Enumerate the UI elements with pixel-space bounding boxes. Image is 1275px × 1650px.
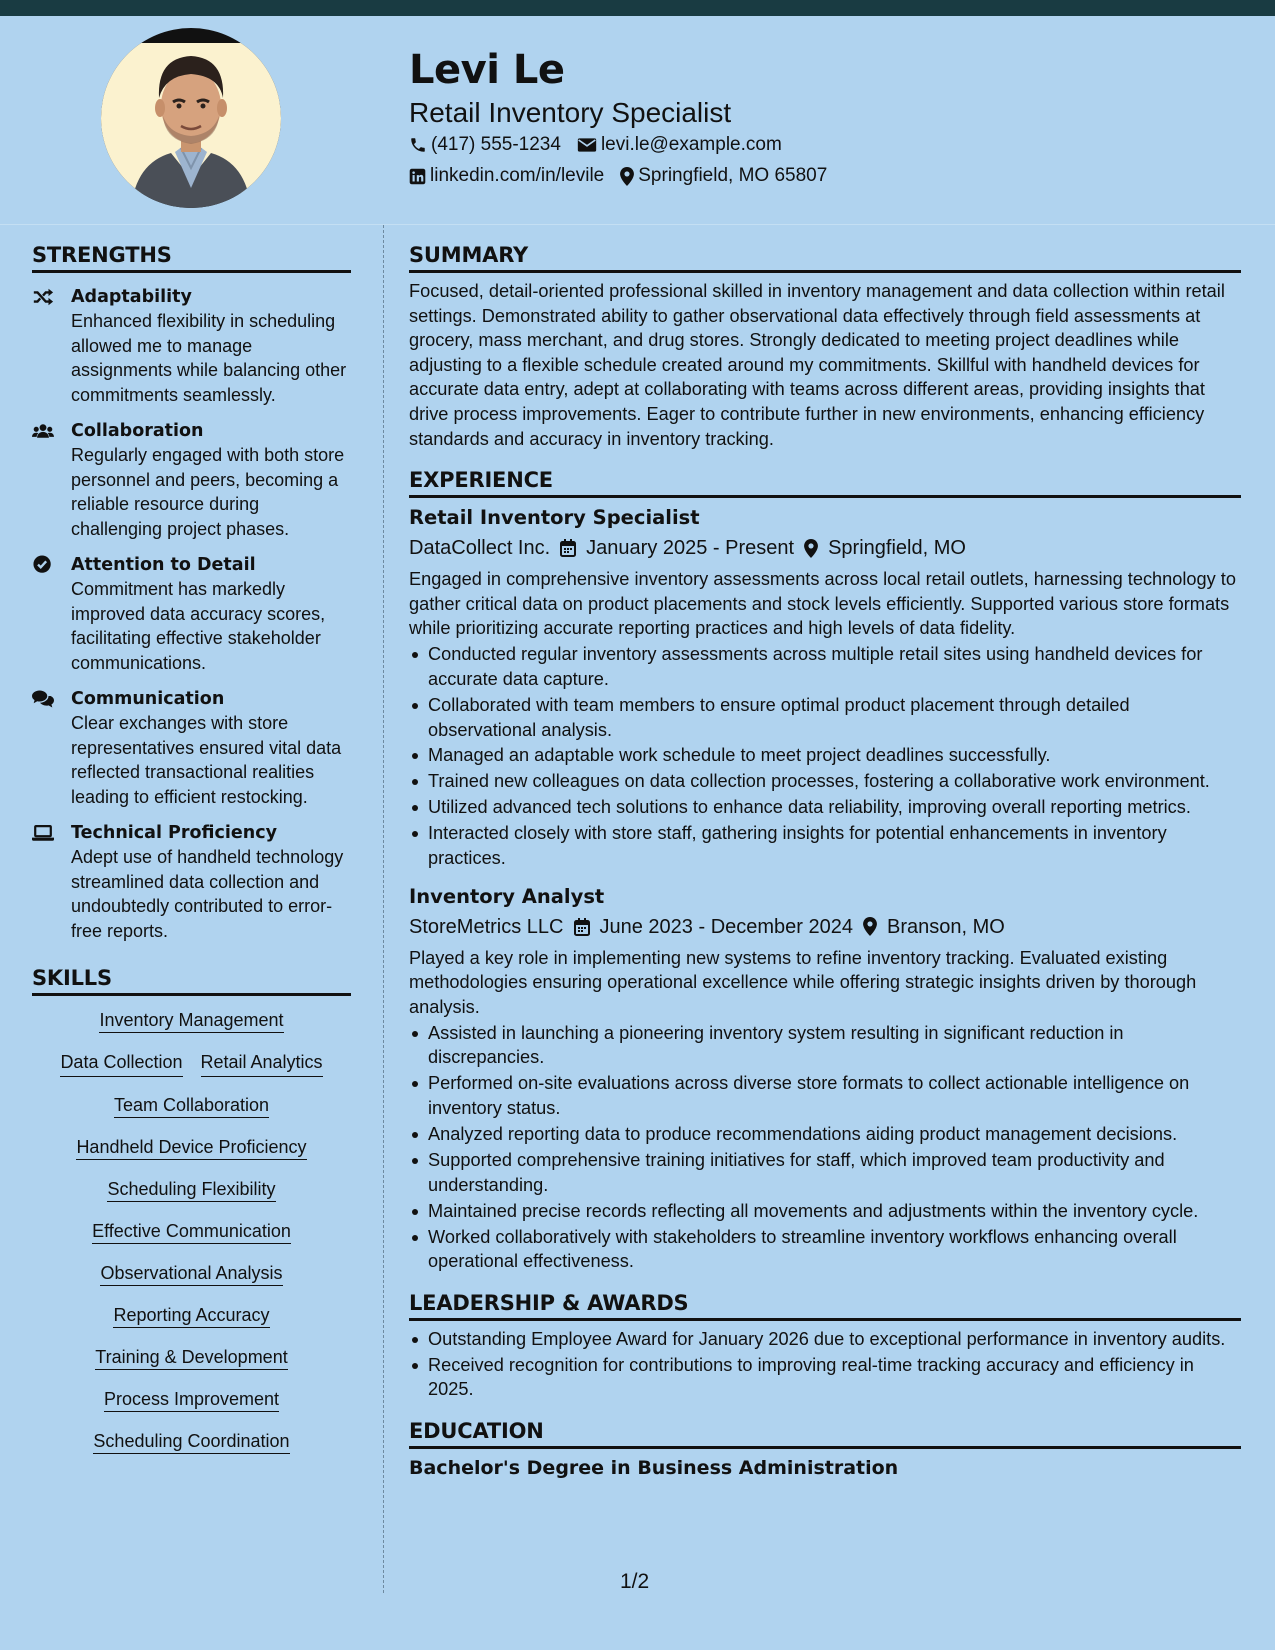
shuffle-icon — [32, 287, 54, 307]
awards-heading: LEADERSHIP & AWARDS — [409, 1288, 1241, 1321]
job-description: Played a key role in implementing new systems to refine inventory tracking. Evaluated existing methodologies ensuring operational excellence while offering strategic insights driven by thorough analysis. — [409, 947, 1197, 1017]
strength-description: Commitment has markedly improved data accuracy scores, facilitating effective stakeholder communications. — [71, 579, 326, 673]
users-icon — [32, 421, 54, 441]
job-bullet: Conducted regular inventory assessments across multiple retail sites using handheld devices for accurate data capture. — [409, 642, 1241, 691]
strength-title: Collaboration — [71, 421, 204, 441]
skill-tag: Training & Development — [95, 1347, 287, 1370]
job-dates: January 2025 - Present — [586, 537, 795, 560]
calendar-icon — [560, 539, 576, 557]
skill-tag: Inventory Management — [99, 1010, 283, 1033]
skill-row — [32, 1093, 351, 1119]
strength-item — [32, 553, 351, 675]
job-bullets — [409, 1021, 1241, 1274]
job-dates: June 2023 - December 2024 — [599, 915, 853, 938]
skills-heading: SKILLS — [32, 963, 351, 996]
right-column — [409, 240, 1241, 1481]
strength-title: Communication — [71, 689, 225, 709]
job-location: Branson, MO — [887, 915, 1005, 938]
map-pin-icon — [863, 917, 877, 936]
summary-text: Focused, detail-oriented professional skilled in inventory management and data collection within retail settings. Demonstrated ability to gather observational data effectively through field assessments at grocery, mass merchant, and drug stores. Strongly dedicated to meeting project deadlines while adjusting to a flexible schedule created around my commitments. Skillful with handheld devices for accurate data entry, adept at collaborating with teams across different areas, providing insights that drive process improvements. Eager to contribute further in new environments, enhancing efficiency standards and accuracy in inventory tracking. — [409, 281, 1225, 449]
job-bullet: Worked collaboratively with stakeholders to streamline inventory workflows enhancing overall operational effectiveness. — [409, 1225, 1241, 1274]
phone-text: (417) 555-1234 — [431, 134, 561, 155]
strength-description: Clear exchanges with store representatives ensured vital data reflected transactional realities leading to efficient restocking. — [71, 713, 342, 807]
job-title: Inventory Analyst — [409, 884, 605, 908]
map-pin-icon — [620, 167, 634, 186]
job-meta — [409, 532, 1241, 564]
strengths-heading: STRENGTHS — [32, 240, 351, 273]
header-divider — [0, 224, 1275, 225]
linkedin-contact[interactable] — [409, 165, 604, 187]
skill-row — [32, 1008, 351, 1034]
skill-tag: Team Collaboration — [114, 1095, 269, 1118]
job-company: StoreMetrics LLC — [409, 915, 564, 938]
skill-tag: Reporting Accuracy — [113, 1305, 269, 1328]
skill-tag: Scheduling Flexibility — [107, 1179, 275, 1202]
job-bullet: Collaborated with team members to ensure optimal product placement through detailed observational analysis. — [409, 693, 1241, 742]
portrait-illustration — [101, 28, 281, 208]
job-bullet: Trained new colleagues on data collection processes, fostering a collaborative work environment. — [409, 769, 1241, 794]
award-item: Outstanding Employee Award for January 2026 due to exceptional performance in inventory audits. — [409, 1327, 1241, 1352]
skill-row — [32, 1429, 351, 1455]
job-location: Springfield, MO — [828, 537, 966, 560]
skill-row — [32, 1261, 351, 1287]
strength-item — [32, 687, 351, 809]
location-text: Springfield, MO 65807 — [638, 165, 828, 186]
skill-tag: Data Collection — [60, 1050, 182, 1077]
phone-contact[interactable] — [409, 134, 561, 156]
strength-item — [32, 821, 351, 943]
skill-row — [32, 1345, 351, 1371]
job-bullet: Assisted in launching a pioneering inventory system resulting in significant reduction in discrepancies. — [409, 1021, 1241, 1070]
job-entry — [409, 883, 1241, 1274]
skill-row — [32, 1219, 351, 1245]
strength-description: Adept use of handheld technology streamlined data collection and undoubtedly contributed to error-free reports. — [71, 847, 344, 941]
strength-title: Attention to Detail — [71, 555, 256, 575]
skill-row — [32, 1177, 351, 1203]
skill-tag: Handheld Device Proficiency — [76, 1137, 306, 1160]
job-bullet: Performed on-site evaluations across diverse store formats to collect actionable intelligence on inventory status. — [409, 1071, 1241, 1120]
resume-header — [409, 44, 1239, 186]
awards-list — [409, 1327, 1241, 1402]
job-description: Engaged in comprehensive inventory assessments across local retail outlets, harnessing technology to gather critical data on product placements and stock levels efficiently. Supported various store formats while prioritizing accurate reporting practices and high levels of data fidelity. — [409, 569, 1236, 639]
job-bullet: Interacted closely with store staff, gathering insights for potential enhancements in inventory practices. — [409, 821, 1241, 870]
skill-row — [32, 1303, 351, 1329]
email-text: levi.le@example.com — [600, 134, 782, 155]
skill-tag: Process Improvement — [104, 1389, 279, 1412]
check-circle-icon — [32, 555, 54, 575]
job-bullets — [409, 642, 1241, 870]
phone-icon — [409, 136, 427, 154]
left-column — [32, 240, 351, 1471]
profile-photo — [101, 28, 281, 208]
skill-tag: Retail Analytics — [201, 1050, 323, 1077]
strength-title: Adaptability — [71, 287, 192, 307]
calendar-icon — [574, 918, 590, 936]
linkedin-text: linkedin.com/in/levile — [430, 165, 605, 186]
top-accent-bar — [0, 0, 1275, 16]
job-bullet: Maintained precise records reflecting all movements and adjustments within the inventory cycle. — [409, 1199, 1241, 1224]
strength-item — [32, 419, 351, 541]
skill-row — [32, 1387, 351, 1413]
job-bullet: Managed an adaptable work schedule to meet project deadlines successfully. — [409, 743, 1241, 768]
laptop-icon — [32, 823, 54, 843]
comments-icon — [32, 689, 54, 709]
experience-heading: EXPERIENCE — [409, 465, 1241, 498]
map-pin-icon — [804, 539, 818, 558]
strength-item — [32, 285, 351, 407]
linkedin-icon — [409, 168, 426, 185]
candidate-name: Levi Le — [409, 47, 565, 93]
skill-tag: Observational Analysis — [100, 1263, 282, 1286]
contact-row-2 — [409, 165, 843, 187]
job-bullet: Utilized advanced tech solutions to enhance data reliability, improving overall reporting metrics. — [409, 795, 1241, 820]
job-bullet: Supported comprehensive training initiatives for staff, which improved team productivity and understanding. — [409, 1148, 1241, 1197]
skill-row — [32, 1135, 351, 1161]
candidate-title: Retail Inventory Specialist — [409, 97, 732, 128]
page-number: 1/2 — [620, 1570, 650, 1593]
award-item: Received recognition for contributions to improving real-time tracking accuracy and efficiency in 2025. — [409, 1353, 1241, 1402]
skills-list — [32, 996, 351, 1471]
job-bullet: Analyzed reporting data to produce recommendations aiding product management decisions. — [409, 1122, 1241, 1147]
job-meta — [409, 911, 1241, 943]
job-company: DataCollect Inc. — [409, 537, 551, 560]
job-title: Retail Inventory Specialist — [409, 506, 700, 530]
column-divider — [383, 225, 384, 1593]
education-degree: Bachelor's Degree in Business Administration — [409, 1456, 899, 1479]
contact-row-1 — [409, 134, 798, 156]
strength-title: Technical Proficiency — [71, 823, 277, 843]
strength-description: Enhanced flexibility in scheduling allowed me to manage assignments while balancing other commitments seamlessly. — [71, 311, 347, 405]
location-contact — [620, 165, 827, 187]
skill-tag: Scheduling Coordination — [93, 1431, 289, 1454]
email-contact[interactable] — [577, 134, 782, 156]
envelope-icon — [577, 137, 597, 153]
strength-description: Regularly engaged with both store personnel and peers, becoming a reliable resource during challenging project phases. — [71, 445, 345, 539]
job-entry — [409, 504, 1241, 870]
skill-tag: Effective Communication — [92, 1221, 291, 1244]
summary-heading: SUMMARY — [409, 240, 1241, 273]
education-heading: EDUCATION — [409, 1416, 1241, 1449]
